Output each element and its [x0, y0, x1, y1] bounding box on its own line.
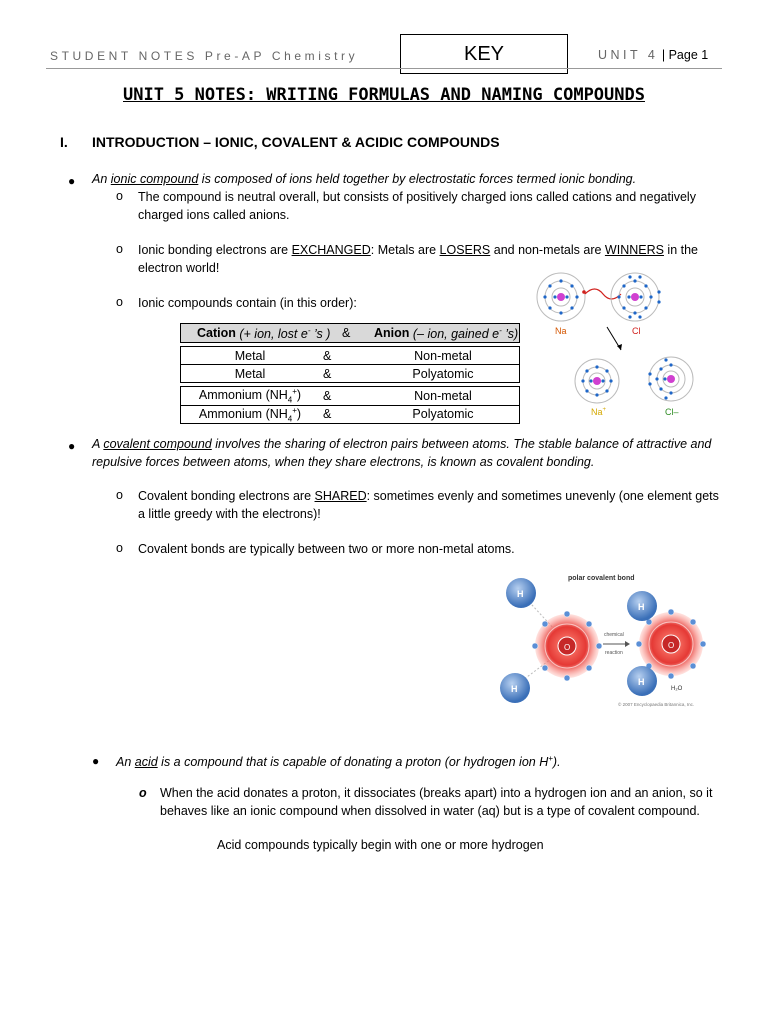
ionic-term: ionic compound — [110, 172, 199, 186]
cell: & — [323, 407, 332, 422]
page-title: UNIT 5 NOTES: WRITING FORMULAS AND NAMING COMPOUNDS — [123, 85, 645, 105]
t: : sometimes evenly and sometimes unevenly (one element gets a little greedy with the electrons)! — [138, 489, 719, 521]
acid-definition — [116, 750, 561, 771]
na-ion-nucleus — [593, 377, 601, 385]
section-number: I. — [60, 134, 68, 150]
t: and non-metals are — [490, 243, 605, 257]
cell: Non-metal — [414, 388, 472, 403]
h2o-label: H₂O — [671, 686, 683, 692]
bullet-dot: ● — [68, 439, 76, 453]
header-anion: Anion (– ion, gained e- ’s) — [374, 325, 519, 341]
table-header — [180, 323, 520, 343]
t: A — [92, 437, 104, 451]
key-label: KEY — [463, 42, 505, 65]
t: is a compound that is capable of donating a proton (or hydrogen ion H — [157, 755, 549, 770]
winners-word: WINNERS — [604, 243, 664, 257]
reaction-label: chemical — [604, 632, 624, 638]
water-covalent-figure — [493, 568, 718, 713]
section-heading — [60, 134, 500, 150]
cell: & — [323, 388, 332, 403]
losers-word: LOSERS — [439, 243, 491, 257]
header-amp: & — [342, 326, 351, 340]
cell: & — [323, 348, 332, 363]
copyright-text: © 2007 Encyclopaedia Britannica, Inc. — [618, 702, 695, 707]
t: Covalent bonding electrons are — [138, 489, 315, 503]
sub-bullet-icon: o — [116, 488, 123, 502]
exchanged-word: EXCHANGED — [291, 243, 371, 257]
cell: Ammonium $(NH_4^+)$ — [198, 387, 302, 405]
header-sep: | — [661, 48, 666, 62]
cl-ion-label: Cl– — [665, 407, 679, 417]
bullet-dot: ● — [68, 174, 76, 188]
table-row — [181, 365, 520, 383]
na-label: Na — [555, 326, 567, 336]
cell: & — [323, 366, 332, 381]
section-title: INTRODUCTION – IONIC, COVALENT & ACIDIC COMPOUNDS — [92, 134, 500, 150]
transfer-arrow — [585, 289, 621, 299]
na-nucleus — [557, 293, 565, 301]
h-label: H — [517, 589, 524, 599]
sub-bullet-icon: o — [116, 541, 123, 555]
cl-nucleus — [631, 293, 639, 301]
sub-bullet-icon: o — [116, 295, 123, 309]
shared-word: SHARED — [314, 489, 367, 503]
ionic-def-pre: An — [92, 172, 111, 186]
table-row — [181, 405, 520, 424]
t: An — [116, 755, 135, 770]
acid-dissociate-text: When the acid donates a proton, it dissociates (breaks apart) into a hydrogen ion and an anion, so it behaves like an ionic compound when dissolved in water (aq) but is a type of covalent compound. — [160, 786, 713, 818]
covalent-term: covalent compound — [103, 437, 212, 451]
figure-title: polar covalent bond — [568, 575, 635, 582]
ionic-def-post: is composed of ions held together by electrostatic forces termed ionic bonding. — [198, 172, 637, 186]
t: involves the sharing of electron pairs between atoms. The stable balance of attractive and repulsive forces between atoms, when they share electrons, is known as covalent bonding. — [92, 437, 712, 469]
table-group-1 — [180, 346, 520, 383]
na-ion-label: Na+ — [591, 407, 607, 417]
t: + — [548, 754, 553, 763]
header-unit: UNIT 4 — [598, 48, 659, 62]
h-label: H — [638, 602, 645, 612]
table-group-2 — [180, 386, 520, 424]
reaction-label: reaction — [605, 650, 623, 656]
table-row — [181, 387, 520, 406]
cl-label: Cl — [632, 326, 641, 336]
t: : Metals are — [370, 243, 440, 257]
ionic-neutral-text: The compound is neutral overall, but consists of positively charged ions called cations and negatively charged ions called anions. — [138, 190, 696, 222]
nacl-ionic-figure — [535, 272, 679, 422]
covalent-nonmetal-text: Covalent bonds are typically between two or more non-metal atoms. — [138, 542, 515, 556]
bullet-dot: ● — [92, 754, 100, 768]
sub-bullet-icon: o — [116, 189, 123, 203]
header-page-num: Page 1 — [668, 48, 709, 62]
acid-hydrogen-text: Acid compounds typically begin with one or more hydrogen — [217, 838, 544, 852]
cell: Ammonium $(NH_4^+)$ — [198, 405, 302, 424]
o-label: O — [668, 641, 675, 650]
h-label: H — [638, 677, 645, 687]
cell: Non-metal — [414, 348, 472, 363]
acid-term: acid — [134, 755, 158, 770]
ionic-table — [180, 323, 520, 424]
ionic-definition — [92, 170, 692, 188]
covalent-definition — [92, 435, 722, 471]
header-page — [598, 48, 708, 62]
t: ). — [552, 755, 561, 770]
cl-ion-nucleus — [667, 375, 675, 383]
cell: Polyatomic — [412, 407, 474, 422]
ionic-order-text: Ionic compounds contain (in this order): — [138, 296, 357, 310]
o-label: O — [564, 643, 571, 652]
cell: Metal — [234, 348, 266, 363]
sub-bullet-icon: o — [116, 242, 123, 256]
header-cation: Cation (+ ion, lost e- ’s ) — [197, 325, 331, 341]
header-rule — [46, 68, 722, 69]
h-label: H — [511, 684, 518, 694]
covalent-shared-text — [138, 487, 728, 523]
t: in the electron world! — [138, 243, 699, 275]
t: Ionic bonding electrons are — [138, 243, 292, 257]
sub-bullet-icon: o — [139, 786, 147, 800]
cell: Polyatomic — [412, 366, 474, 381]
header-course: STUDENT NOTES Pre-AP Chemistry — [50, 49, 359, 63]
table-row — [181, 347, 520, 365]
cell: Metal — [234, 366, 266, 381]
